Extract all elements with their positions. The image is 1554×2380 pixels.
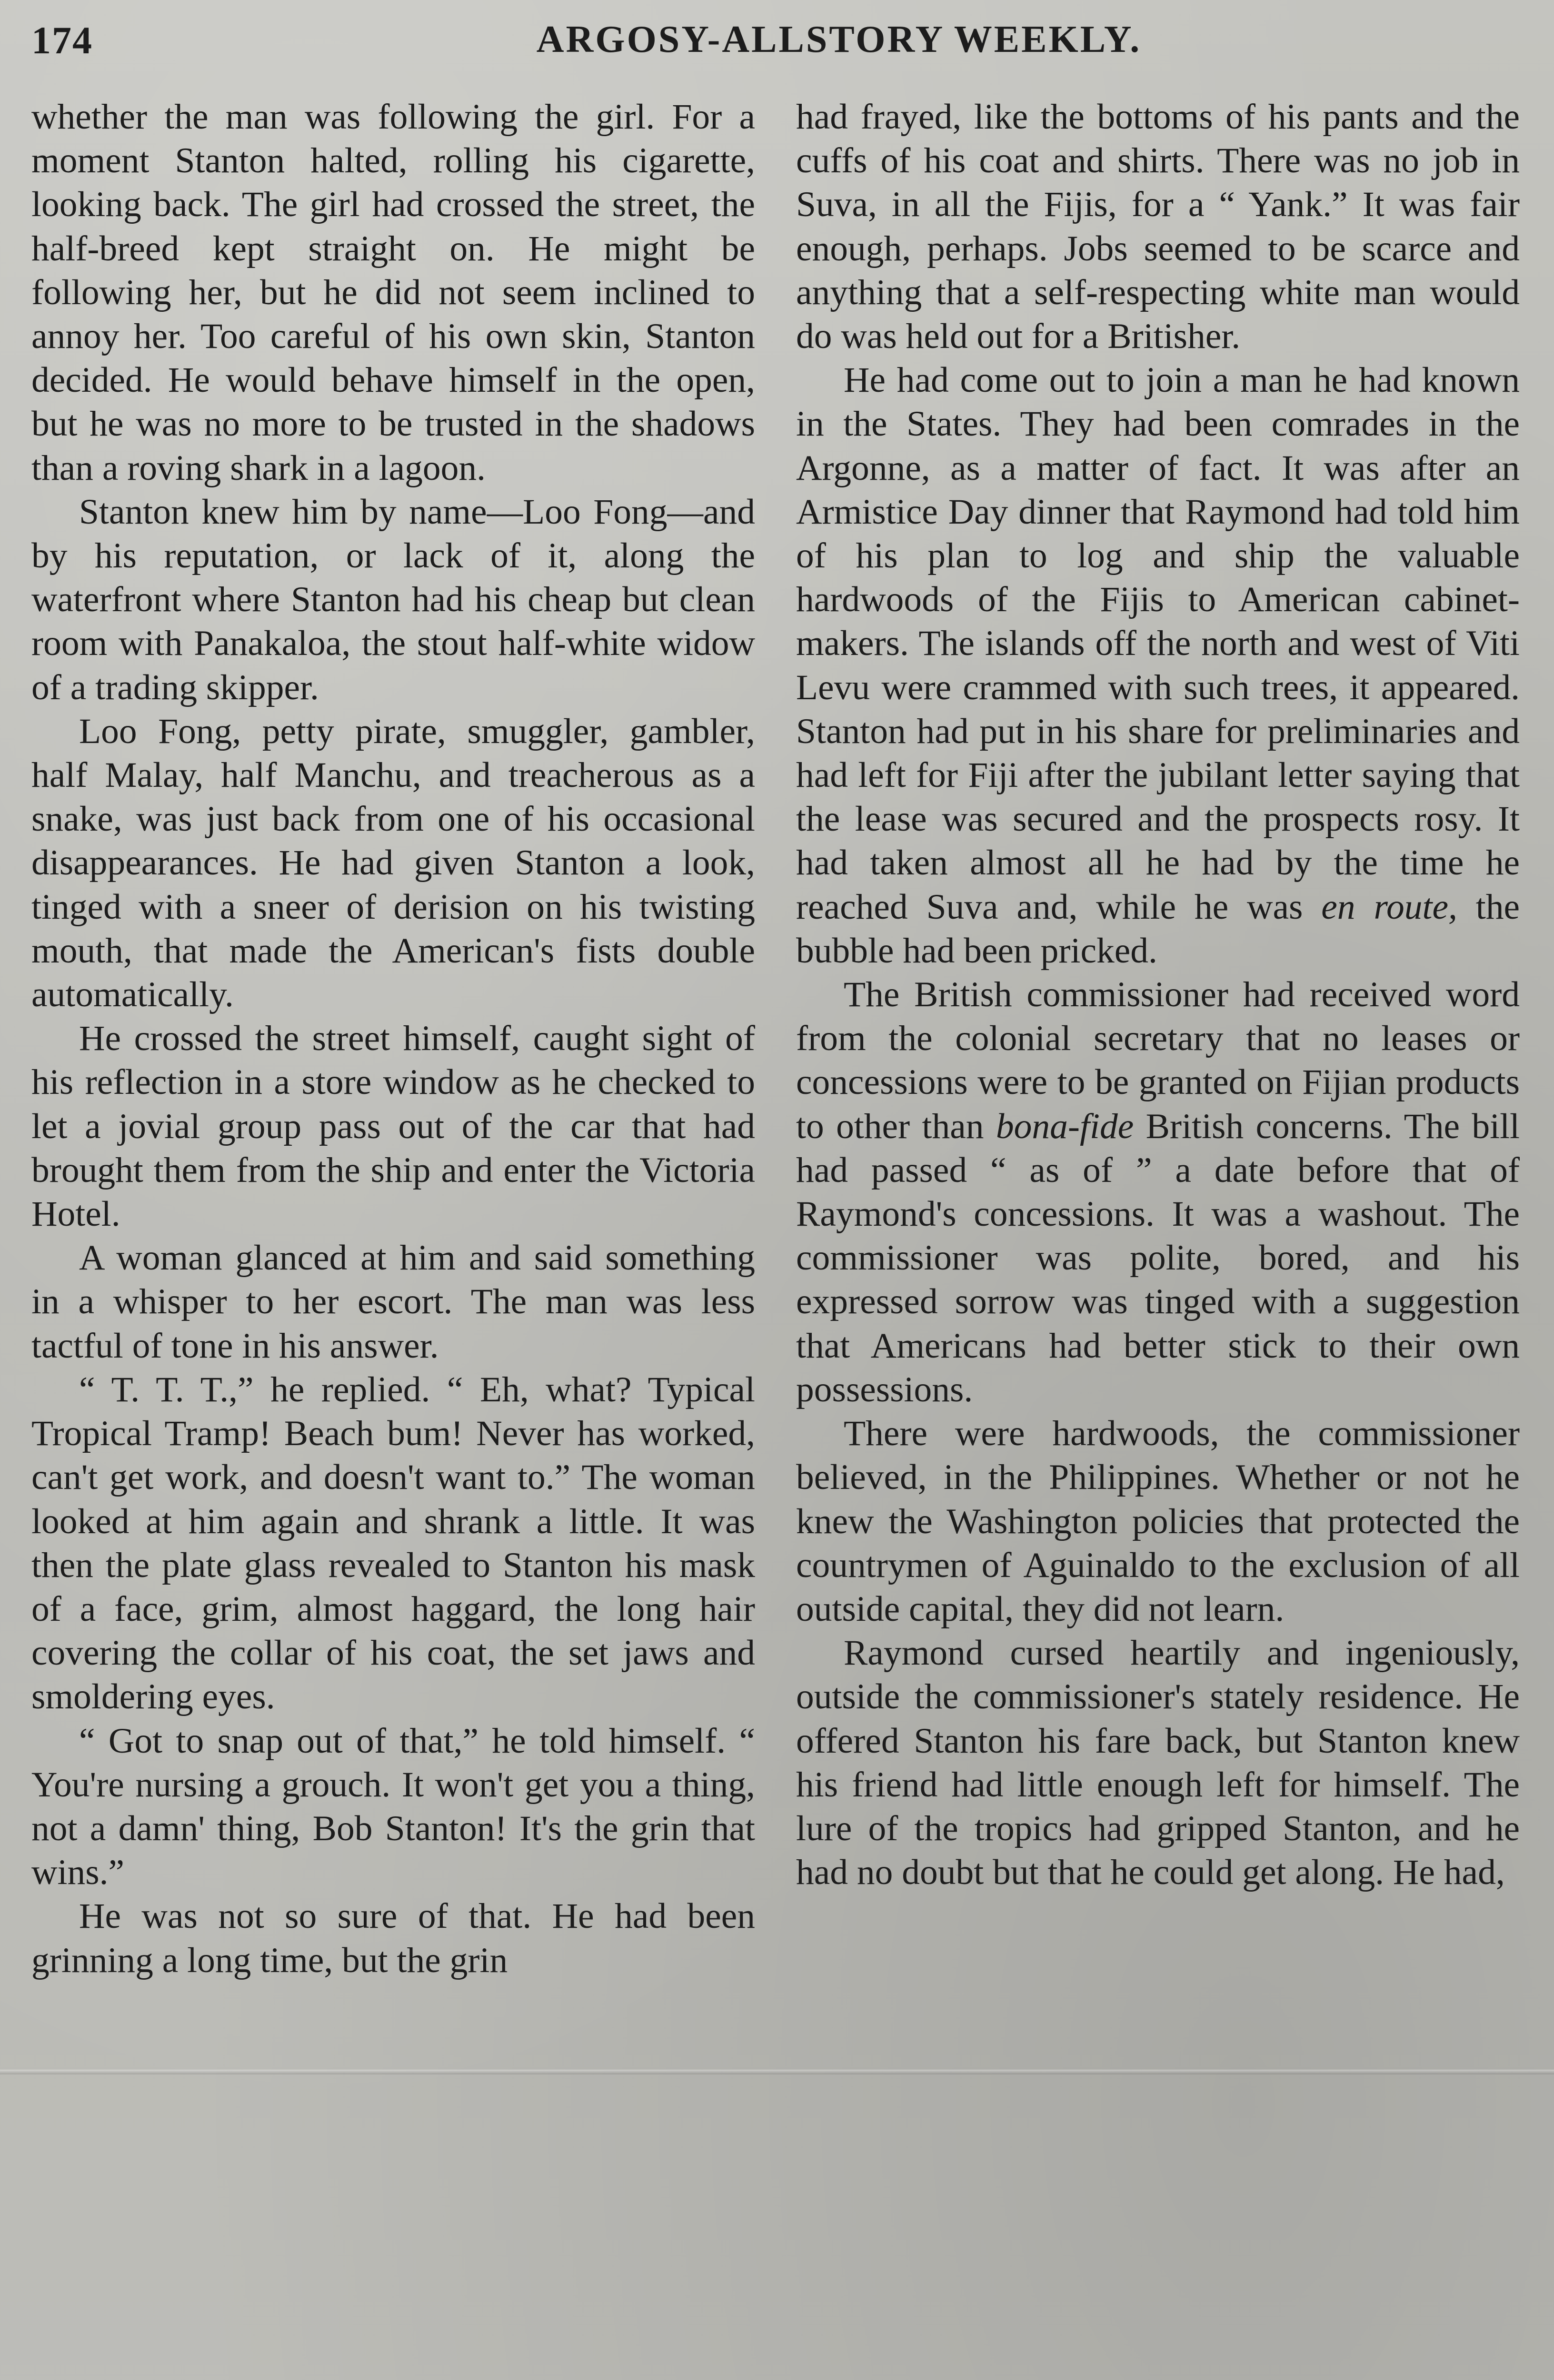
italic-phrase: en route, bbox=[1321, 887, 1457, 927]
paragraph-text: the bubble had been pricked. bbox=[796, 887, 1520, 971]
paragraph-text: British concerns. The bill had passed “ as of ” a date before that of Raymond's concessions. It was a washout. The commissioner was polite, bored, and his expressed sorrow was tinged with a suggestion that Americans had better stick to their own possessions. bbox=[796, 1106, 1520, 1409]
paragraph bbox=[796, 358, 1520, 973]
paragraph: whether the man was following the girl. For a moment Stanton halted, rolling his cigarette, looking back. The girl had crossed the street, the half-breed kept straight on. He might be following her, but he did not seem inclined to annoy her. Too careful of his own skin, Stanton decided. He would behave himself in the open, but he was no more to be trusted in the shadows than a roving shark in a lagoon. bbox=[31, 97, 755, 488]
right-column bbox=[796, 95, 1520, 1894]
paragraph: He was not so sure of that. He had been grinning a long time, but the grin bbox=[31, 1896, 755, 1980]
magazine-title: ARGOSY-ALLSTORY WEEKLY. bbox=[536, 19, 1142, 60]
left-column bbox=[31, 95, 755, 1983]
running-head bbox=[31, 18, 1523, 70]
paper-crease bbox=[0, 2070, 1554, 2074]
paragraph: Stanton knew him by name—Loo Fong—and by his reputation, or lack of it, along the waterfront where Stanton had his cheap but clean room with Panakaloa, the stout half-white widow of a trading skipper. bbox=[31, 492, 755, 707]
paragraph: “ T. T. T.,” he replied. “ Eh, what? Typical Tropical Tramp! Beach bum! Never has worked, can't get work, and doesn't want to.” The woman looked at him again and shrank a little. It was then the plate glass revealed to Stanton his mask of a face, grim, almost haggard, the long hair covering the collar of his coat, the set jaws and smoldering eyes. bbox=[31, 1369, 755, 1717]
page-number: 174 bbox=[31, 19, 93, 62]
paragraph-text: He had come out to join a man he had known in the States. They had been comrades in the Argonne, as a matter of fact. It was after an Armistice Day dinner that Raymond had told him of his plan to log and ship the valuable hardwoods of the Fijis to American cabinet-makers. The islands off the north and west of Viti Levu were crammed with such trees, it appeared. Stanton had put in his share for preliminaries and had left for Fiji after the jubilant letter saying that the lease was secured and the prospects rosy. It had taken almost all he had by the time he reached Suva and, while he was bbox=[796, 360, 1520, 927]
paragraph: He crossed the street himself, caught sight of his reflection in a store window as he checked to let a jovial group pass out of the car that had brought them from the ship and enter the Victoria Hotel. bbox=[31, 1019, 755, 1234]
paragraph-text: The British commissioner had received word from the colonial secretary that no leases or concessions were to be granted on Fijian products to other than bbox=[796, 975, 1520, 1146]
paragraph: There were hardwoods, the commissioner believed, in the Philippines. Whether or not he knew the Washington policies that protected the countrymen of Aguinaldo to the exclusion of all outside capital, they did not learn. bbox=[796, 1414, 1520, 1629]
italic-phrase: bona-fide bbox=[996, 1106, 1134, 1146]
paragraph: had frayed, like the bottoms of his pants and the cuffs of his coat and shirts. There was no job in Suva, in all the Fijis, for a “ Yank.” It was fair enough, perhaps. Jobs seemed to be scarce and anything that a self-respecting white man would do was held out for a Britisher. bbox=[796, 97, 1520, 357]
paragraph: A woman glanced at him and said something in a whisper to her escort. The man was less tactful of tone in his answer. bbox=[31, 1238, 755, 1366]
paragraph bbox=[796, 973, 1520, 1412]
paragraph: Loo Fong, petty pirate, smuggler, gambler, half Malay, half Manchu, and treacherous as a snake, was just back from one of his occasional disappearances. He had given Stanton a look, tinged with a sneer of derision on his twisting mouth, that made the American's fists double automatically. bbox=[31, 711, 755, 1015]
paragraph: “ Got to snap out of that,” he told himself. “ You're nursing a grouch. It won't get you a thing, not a damn' thing, Bob Stanton! It's the grin that wins.” bbox=[31, 1721, 755, 1893]
paragraph: Raymond cursed heartily and ingeniously, outside the commissioner's stately residence. He offered Stanton his fare back, but Stanton knew his friend had little enough left for himself. The lure of the tropics had gripped Stanton, and he had no doubt but that he could get along. He had, bbox=[796, 1633, 1520, 1893]
